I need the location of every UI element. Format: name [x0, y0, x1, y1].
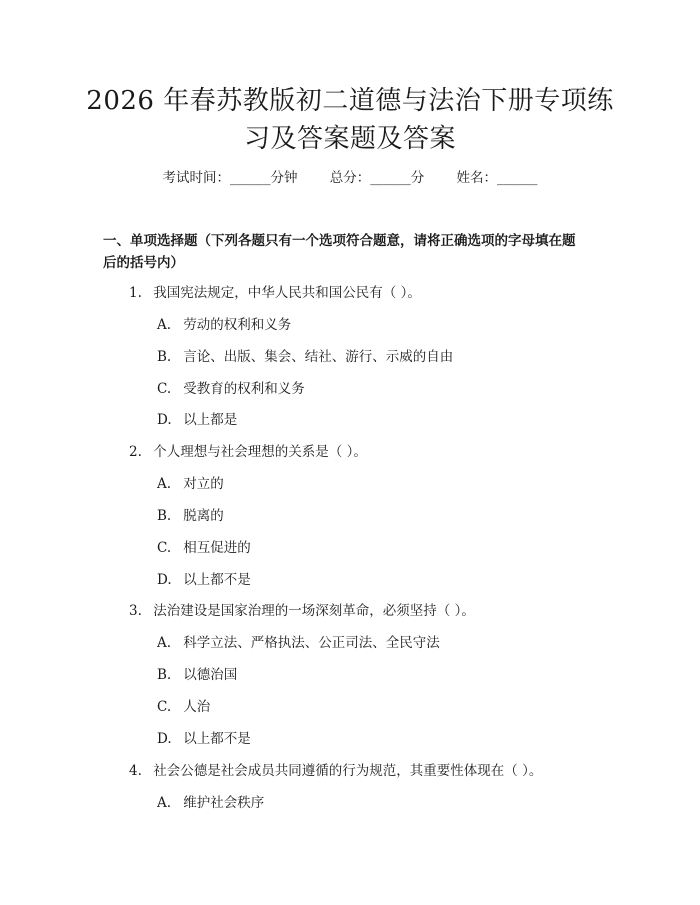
option-letter: D. [157, 412, 172, 428]
question-1-option-d [157, 410, 237, 430]
question-2-option-d [157, 570, 251, 590]
option-letter: B. [157, 508, 172, 524]
question-2-option-c [157, 538, 251, 558]
option-letter: C. [157, 381, 172, 397]
option-letter: C. [157, 540, 172, 556]
option-letter: A. [157, 476, 172, 492]
question-2-option-b [157, 506, 224, 526]
question-number: 4. [129, 763, 142, 779]
question-3-option-b [157, 665, 237, 685]
question-1 [129, 283, 421, 303]
option-text: 言论、出版、集会、结社、游行、示威的自由 [183, 349, 454, 365]
question-2 [129, 442, 367, 462]
exam-time-field: 考试时间：______分钟 [162, 170, 298, 186]
option-letter: B. [157, 667, 172, 683]
question-4-option-a [157, 793, 264, 813]
question-4 [129, 761, 542, 781]
question-1-option-a [157, 315, 291, 335]
question-3-option-a [157, 633, 440, 653]
page-title-line-1: 2026 年春苏教版初二道德与法治下册专项练 [86, 86, 614, 116]
question-text: 法治建设是国家治理的一场深刻革命，必须坚持（ ）。 [153, 603, 475, 619]
option-text: 科学立法、严格执法、公正司法、全民守法 [183, 635, 440, 651]
page-title-line-2: 习及答案题及答案 [243, 124, 456, 154]
option-text: 维护社会秩序 [183, 795, 265, 811]
question-number: 3. [129, 603, 142, 619]
section-heading-line-1: 一、单项选择题（下列各题只有一个选项符合题意，请将正确选项的字母填在题 [103, 233, 576, 249]
option-letter: A. [157, 635, 172, 651]
question-1-option-c [157, 379, 305, 399]
question-text: 我国宪法规定，中华人民共和国公民有（ ）。 [153, 285, 421, 301]
option-text: 脱离的 [183, 508, 224, 524]
option-letter: D. [157, 572, 172, 588]
option-text: 对立的 [183, 476, 224, 492]
option-text: 劳动的权利和义务 [183, 317, 292, 333]
question-text: 个人理想与社会理想的关系是（ ）。 [153, 444, 367, 460]
question-1-option-b [157, 347, 453, 367]
option-text: 人治 [183, 699, 211, 715]
exam-meta [0, 168, 700, 188]
question-text: 社会公德是社会成员共同遵循的行为规范，其重要性体现在（ ）。 [153, 763, 543, 779]
question-3-option-c [157, 697, 210, 717]
question-number: 2. [129, 444, 142, 460]
total-score-field: 总分：______分 [329, 170, 425, 186]
option-letter: A. [157, 795, 172, 811]
option-letter: C. [157, 699, 172, 715]
option-letter: B. [157, 349, 172, 365]
option-text: 以上都不是 [183, 731, 251, 747]
question-number: 1. [129, 285, 142, 301]
option-text: 以上都是 [183, 412, 238, 428]
option-text: 以德治国 [183, 667, 238, 683]
section-heading-line-2: 后的括号内） [103, 255, 184, 271]
option-text: 受教育的权利和义务 [183, 381, 305, 397]
question-3-option-d [157, 729, 251, 749]
option-text: 以上都不是 [183, 572, 251, 588]
option-text: 相互促进的 [183, 540, 251, 556]
option-letter: A. [157, 317, 172, 333]
question-3 [129, 601, 475, 621]
name-field: 姓名：______ [456, 170, 538, 186]
question-2-option-a [157, 474, 224, 494]
option-letter: D. [157, 731, 172, 747]
